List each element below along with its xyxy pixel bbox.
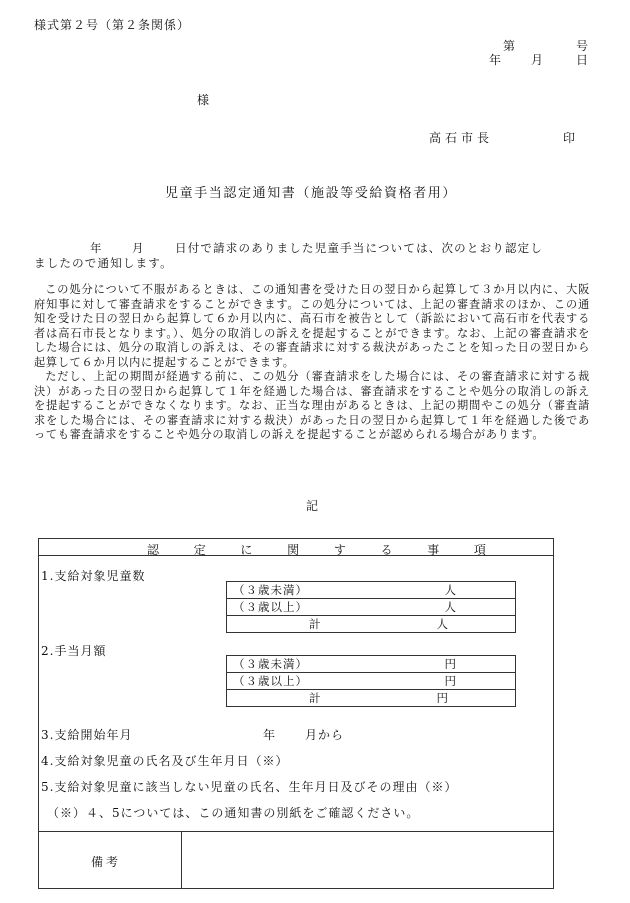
amount-under3-unit: 円 (444, 657, 457, 671)
date-month: 月 (531, 53, 545, 67)
table-row (227, 616, 516, 633)
remarks-label: 備考 (91, 855, 122, 869)
children-over3-cell (227, 599, 516, 616)
table-row (227, 599, 516, 616)
sender-title: 高石市長 (429, 131, 494, 145)
amount-total-unit: 円 (436, 691, 449, 705)
table-header-char: 項 (473, 543, 487, 557)
children-total-label: 計 (309, 617, 322, 631)
note-text: （※）４、5については、この通知書の別紙をご確認ください。 (47, 806, 420, 820)
intro-year: 年 (90, 241, 103, 255)
table-row (227, 690, 516, 707)
table-header-char: 関 (287, 543, 301, 557)
children-total-unit: 人 (436, 617, 449, 631)
doc-number-go: 号 (576, 39, 590, 53)
table-header-char: に (240, 543, 254, 557)
table-header-char: 事 (427, 543, 441, 557)
form-number: 様式第２号（第２条関係） (34, 18, 191, 32)
date-year: 年 (489, 53, 503, 67)
children-under3-cell (227, 582, 516, 599)
amount-over3-label: （３歳以上） (233, 674, 308, 688)
monthly-amount-table (226, 655, 516, 707)
table-header-char: 認 (147, 543, 161, 557)
item4-label: 4.支給対象児童の氏名及び生年月日（※） (41, 754, 289, 768)
amount-under3-label: （３歳未満） (233, 657, 308, 671)
remarks-column-divider (181, 831, 182, 888)
date-day: 日 (576, 53, 590, 67)
item2-label: 2.手当月額 (41, 644, 107, 658)
children-count-table (226, 581, 516, 633)
table-header-char: 定 (193, 543, 207, 557)
amount-over3-cell (227, 673, 516, 690)
children-over3-label: （３歳以上） (233, 600, 308, 614)
intro-text-line1: 日付で請求のありました児童手当については、次のとおり認定し (175, 241, 544, 255)
table-row (227, 656, 516, 673)
seal-mark: 印 (563, 131, 577, 145)
addressee-suffix: 様 (197, 93, 211, 107)
table-row (227, 673, 516, 690)
document-title: 児童手当認定通知書（施設等受給資格者用） (165, 186, 458, 201)
intro-month: 月 (132, 241, 145, 255)
amount-total-cell (227, 690, 516, 707)
children-total-cell (227, 616, 516, 633)
item3-label: 3.支給開始年月 (41, 728, 133, 742)
ki-mark: 記 (306, 499, 320, 513)
table-row (227, 582, 516, 599)
children-under3-unit: 人 (444, 583, 457, 597)
item5-label: 5.支給対象児童に該当しない児童の氏名、生年月日及びその理由（※） (41, 780, 458, 794)
table-header-char: る (380, 543, 394, 557)
amount-total-label: 計 (309, 691, 322, 705)
appeal-notice (34, 283, 590, 443)
intro-text-line2: ましたので通知します。 (34, 256, 173, 270)
item3-year: 年 (263, 728, 277, 742)
appeal-paragraph-1: この処分について不服があるときは、この通知書を受けた日の翌日から起算して３か月以内に、大阪府知事に対して審査請求をすることができます。この処分については、上記の審査請求のほか、この通知を受けた日の翌日から起算して６か月以内に、高石市を被告として（訴訟において高石市を代表する者は高石市長となります。）、処分の取消しの訴えを提起することができます。なお、上記の審査請求をした場合には、処分の取消しの訴えは、その審査請求に対する裁決があったことを知った日の翌日から起算して６か月以内に提起することができます。 (34, 283, 590, 369)
remarks-divider (39, 831, 553, 832)
amount-over3-unit: 円 (444, 674, 457, 688)
children-under3-label: （３歳未満） (233, 583, 308, 597)
header-divider (39, 555, 553, 556)
amount-under3-cell (227, 656, 516, 673)
doc-number-dai: 第 (503, 39, 517, 53)
certification-table (38, 538, 554, 889)
item1-label: 1.支給対象児童数 (41, 569, 146, 583)
item3-month: 月から (305, 728, 345, 742)
appeal-paragraph-2: ただし、上記の期間が経過する前に、この処分（審査請求をした場合には、その審査請求に対する裁決）があった日の翌日から起算して１年を経過した場合は、審査請求をすることや処分の取消しの訴えを提起することができなくなります。なお、正当な理由があるときは、上記の期間やこの処分（審査請求をした場合には、その審査請求に対する裁決）があった日の翌日から起算して１年を経過した後であっても審査請求をすることや処分の取消しの訴えを提起することが認められる場合があります。 (34, 370, 590, 441)
children-over3-unit: 人 (444, 600, 457, 614)
table-header-char: す (333, 543, 347, 557)
